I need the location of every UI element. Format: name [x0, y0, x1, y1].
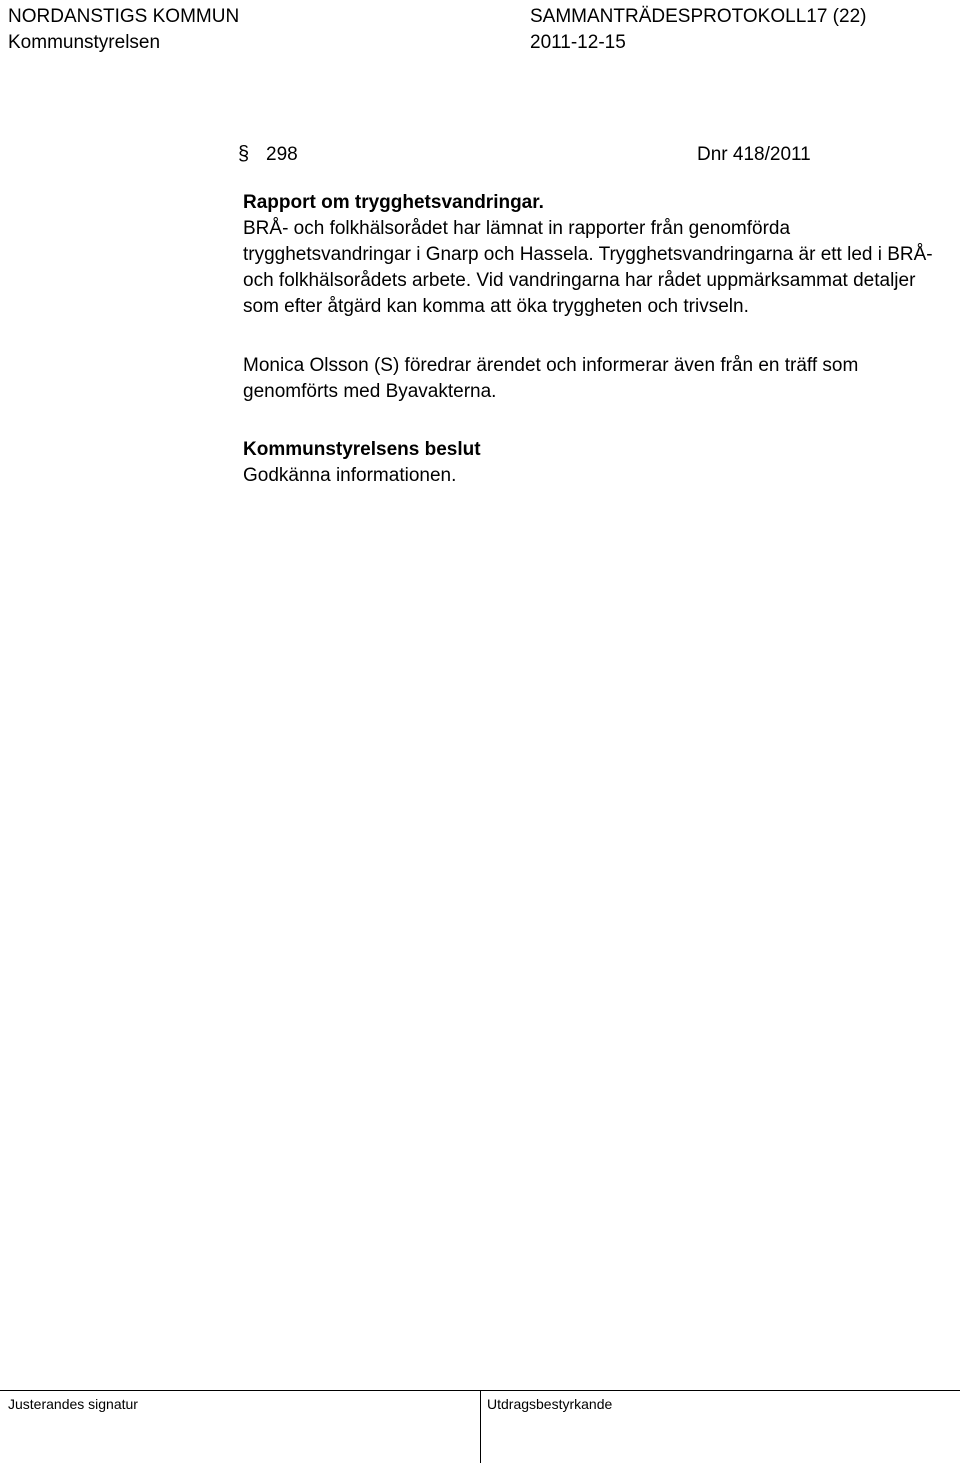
organization-name: NORDANSTIGS KOMMUN [8, 6, 240, 27]
committee-name: Kommunstyrelsen [8, 32, 161, 53]
section-title: Rapport om trygghetsvandringar. [243, 192, 544, 213]
paragraph-presentation-block [243, 353, 948, 405]
protocol-label: SAMMANTRÄDESPROTOKOLL [530, 6, 807, 27]
verification-label: Utdragsbestyrkande [487, 1396, 613, 1412]
protocol-title [530, 6, 866, 28]
paragraph-report: BRÅ- och folkhälsorådet har lämnat in rapporter från genomförda trygghetsvandringar i Gnarp och Hassela. Trygghetsvandringarna är ett led i BRÅ- och folkhälsorådets arbete. Vid vandringarna har rådet uppmärksammat detaljer som efter åtgärd kan komma att öka tryggheten och trivseln. [243, 218, 933, 317]
signature-label: Justerandes signatur [8, 1396, 138, 1412]
section-number: 298 [266, 144, 298, 165]
section-symbol: § [238, 143, 250, 165]
decision-text: Godkänna informationen. [243, 465, 457, 486]
page-reference: 17 (22) [806, 6, 867, 27]
paragraph-presentation: Monica Olsson (S) föredrar ärendet och informerar även från en träff som genomförts med Byavakterna. [243, 355, 859, 402]
decision-heading: Kommunstyrelsens beslut [243, 439, 481, 460]
diarienummer: Dnr 418/2011 [697, 144, 811, 165]
footer-column-divider [480, 1390, 481, 1463]
section-content [243, 190, 948, 320]
meeting-date: 2011-12-15 [530, 32, 626, 53]
